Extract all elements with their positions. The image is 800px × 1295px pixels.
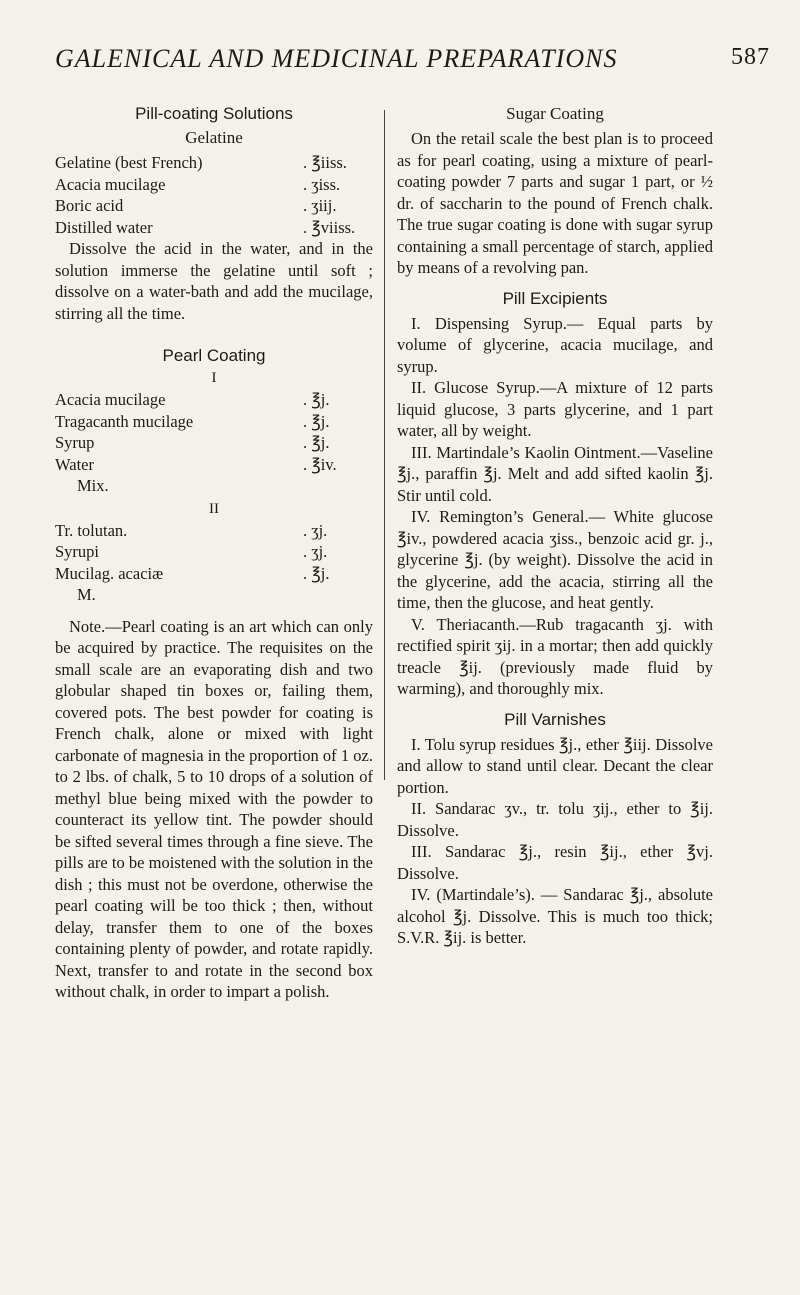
excipient-item: I. Dispensing Syrup.— Equal parts by volume of glycerine, acacia mucilage, and syrup. [397, 313, 713, 376]
heading-sugar-coating: Sugar Coating [506, 104, 604, 123]
ingredient-row [55, 563, 373, 585]
column-divider [384, 110, 385, 780]
ingredient-row [55, 454, 373, 476]
heading-pearl-coating: Pearl Coating [162, 346, 266, 365]
ingredient-qty: . ℥j. [303, 433, 330, 452]
varnish-item: II. Sandarac ʒv., tr. tolu ʒij., ether to ℥ij. Dissolve. [397, 799, 713, 840]
excipient-item: II. Glucose Syrup.—A mixture of 12 parts liquid glucose, 3 parts glycerine, and 1 part water, all by weight. [397, 378, 713, 440]
formula-label-2: II [209, 500, 219, 517]
excipient-item: V. Theriacanth.—Rub tragacanth ʒj. with rectified spirit ʒij. in a mortar; then add quickly treacle ℥ij. (previously made fluid by warming), and thoroughly mix. [397, 614, 713, 698]
running-header [55, 44, 770, 74]
ingredient-name: Acacia mucilage [55, 390, 166, 409]
ingredient-name: Boric acid [55, 196, 124, 215]
ingredient-row [55, 195, 373, 217]
ingredient-qty: . ℥j. [303, 411, 330, 431]
ingredient-row [55, 217, 373, 239]
ingredient-row [55, 389, 373, 411]
heading-pill-varnishes: Pill Varnishes [504, 709, 606, 729]
ingredient-row [55, 152, 373, 174]
pearl-formula-1 [55, 389, 373, 475]
ingredient-qty: . ℥iv. [303, 454, 337, 474]
subheading-gelatine: Gelatine [185, 128, 243, 147]
sugar-coating-text: On the retail scale the best plan is to proceed as for pearl coating, using a mixture of pearl-coating powder 7 parts and sugar 1 part, or ½ dr. of saccharin to the pound of French chalk. The true sugar coating is done with sugar syrup containing a small percentage of starch, applied by means of a revolving pan. [397, 129, 713, 277]
ingredient-name: Tr. tolutan. [55, 520, 128, 540]
pearl-formula-2 [55, 520, 373, 585]
ingredient-name: Syrupi [55, 542, 100, 561]
ingredient-row [55, 411, 373, 433]
formula-label-1: I [211, 370, 217, 386]
varnish-item: IV. (Martindale’s). — Sandarac ℥j., absolute alcohol ℥j. Dissolve. This is much too thick; S.V.R. ℥ij. is better. [397, 885, 713, 947]
ingredient-qty: . ℥viiss. [303, 217, 356, 237]
ingredient-qty: . ℥j. [303, 563, 330, 583]
heading-pill-coating: Pill-coating Solutions [135, 104, 293, 123]
varnish-item: I. Tolu syrup residues ℥j., ether ℥iij. Dissolve and allow to stand until clear. Decant the clear portion. [397, 734, 713, 797]
ingredient-row [55, 541, 373, 563]
heading-pill-excipients: Pill Excipients [502, 288, 608, 308]
ingredient-qty: . ʒiss. [303, 174, 341, 194]
ingredient-qty: . ʒj. [303, 542, 328, 561]
pearl-coating-note: Note.—Pearl coating is an art which can only be acquired by practice. The requisites on the small scale are an evaporating dish and two globular shaped tin boxes or, failing them, covered pots. The best powder for coating is French chalk, alone or mixed with light carbonate of magnesia in the proportion of 1 oz. to 2 lbs. of chalk, 5 to 10 drops of a solution of methyl blue being mixed with the powder to counteract its yellow tint. The powder should be sifted several times through a fine sieve. The pills are to be moistened with the solution in the dish ; this must not be overdone, otherwise the pearl coating will be too thick ; then, without delay, transfer them to one of the boxes containing plenty of powder, and rotate rapidly. Next, transfer to and rotate in the second box without chalk, in order to impart a polish. [55, 616, 373, 1001]
running-title: GALENICAL AND MEDICINAL PREPARATIONS [55, 44, 618, 73]
ingredient-name: Water [55, 454, 94, 474]
ingredient-name: Mucilag. acaciæ [55, 563, 164, 583]
ingredient-name: Gelatine (best French) [55, 153, 203, 172]
page-number: 587 [731, 44, 770, 70]
excipient-item: III. Martindale’s Kaolin Ointment.—Vaseline ℥j., paraffin ℥j. Melt and add sifted kaolin ℥j. Stir until cold. [397, 442, 713, 505]
ingredient-qty: . ℥iiss. [303, 153, 347, 172]
ingredient-qty: . ʒj. [303, 520, 328, 540]
ingredient-qty: . ʒiij. [303, 196, 337, 215]
ingredient-row [55, 174, 373, 196]
ingredient-row [55, 520, 373, 542]
ingredient-row [55, 432, 373, 454]
ingredient-name: Acacia mucilage [55, 174, 166, 194]
gelatine-formula [55, 152, 373, 238]
mix-instruction: Mix. [77, 476, 109, 495]
ingredient-name: Tragacanth mucilage [55, 411, 194, 431]
excipient-item: IV. Remington’s General.— White glucose ℥iv., powdered acacia ʒiss., benzoic acid gr. j., glycerine ℥j. (by weight). Dissolve the acid in the glycerine, add the acacia, stirring all the time, then the glucose, and heat gently. [397, 507, 713, 612]
ingredient-name: Syrup [55, 433, 95, 452]
gelatine-instructions: Dissolve the acid in the water, and in the solution immerse the gelatine until soft ; dissolve on a water-bath and add the mucilage, stirring all the time. [55, 239, 373, 323]
left-column [55, 104, 373, 1003]
right-column [397, 104, 713, 949]
varnish-item: III. Sandarac ℥j., resin ℥ij., ether ℥vj. Dissolve. [397, 842, 713, 883]
ingredient-name: Distilled water [55, 217, 153, 237]
mix-instruction: M. [77, 585, 96, 604]
ingredient-qty: . ℥j. [303, 390, 330, 409]
